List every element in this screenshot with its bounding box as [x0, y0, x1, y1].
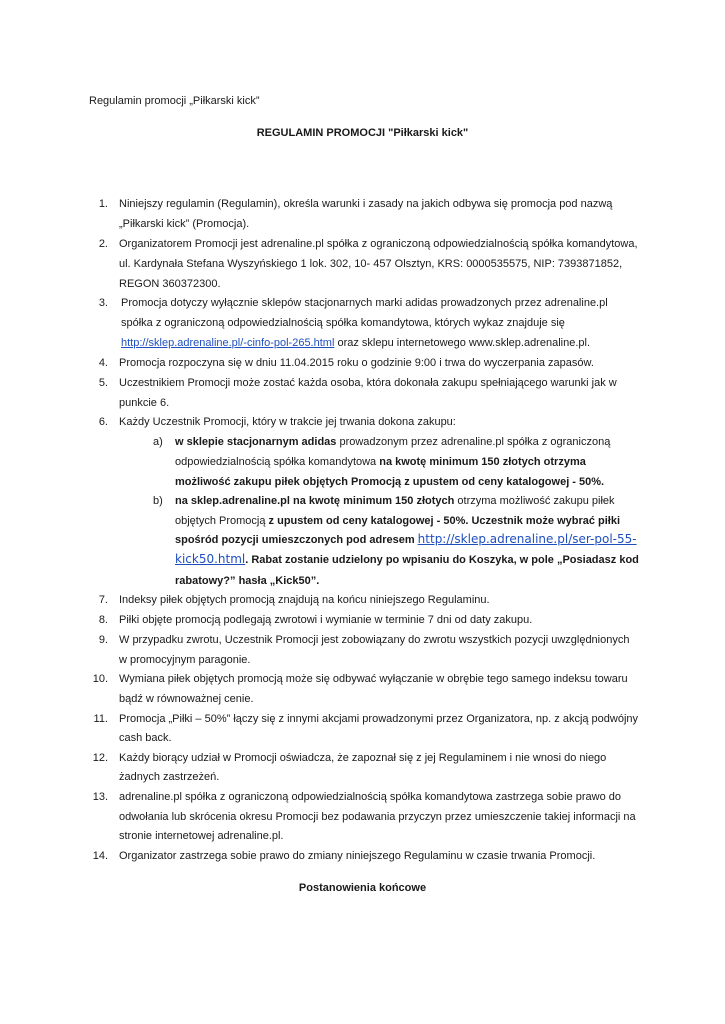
item-number: 6. — [98, 416, 108, 428]
item-text-line: Promocja dotyczy wyłącznie sklepów stacjonarnych marki adidas prowadzonych przez adrenaline.pl — [121, 297, 608, 309]
document-header: Regulamin promocji „Piłkarski kick” — [89, 95, 260, 107]
subitem-text-line: możliwość zakupu piłek objętych Promocją z upustem od ceny katalogowej - 50%. — [175, 476, 605, 488]
item-text-line: REGON 360372300. — [119, 278, 221, 290]
item-text-line: spółka z ograniczoną odpowiedzialnością spółka komandytowa, których wykaz znajduje się — [121, 317, 565, 329]
final-provisions-heading: Postanowienia końcowe — [298, 882, 427, 894]
item-text-line: adrenaline.pl spółka z ograniczoną odpowiedzialnością spółka komandytowa zastrzega sobie prawo do — [119, 791, 622, 803]
item-text-line: żadnych zastrzeżeń. — [119, 771, 220, 783]
subitem-text-line: na sklep.adrenaline.pl na kwotę minimum 150 złotych otrzyma możliwość zakupu piłek — [175, 495, 615, 507]
item-number: 10. — [92, 673, 108, 685]
shops-list-link[interactable]: http://sklep.adrenaline.pl/-cinfo-pol-265.html — [121, 337, 335, 349]
ball-catalog-link[interactable]: http://sklep.adrenaline.pl/ser-pol-55- — [417, 532, 637, 546]
subitem-label: b) — [153, 495, 163, 507]
item-text-line: ul. Kardynała Stefana Wyszyńskiego 1 lok. 302, 10- 457 Olsztyn, KRS: 0000535575, NIP: 7393871852, — [119, 258, 623, 270]
item-text-line: Niniejszy regulamin (Regulamin), określa warunki i zasady na jakich odbywa się promocja pod nazwą — [119, 198, 613, 210]
item-text-line: bądź w równoważnej cenie. — [119, 693, 254, 705]
subitem-label: a) — [153, 436, 163, 448]
item-text-line: Piłki objęte promocją podlegają zwrotowi i wymianie w terminie 7 dni od daty zakupu. — [119, 614, 533, 626]
item-text-line: Promocja „Piłki – 50%” łączy się z innymi akcjami prowadzonymi przez Organizatora, np. z akcją podwójny — [119, 713, 639, 725]
item-number: 12. — [92, 752, 108, 764]
subitem-text-line: kick50.html. Rabat zostanie udzielony po wpisaniu do Koszyka, w pole „Posiadasz kod — [175, 552, 639, 566]
item-text-line: punkcie 6. — [119, 397, 170, 409]
item-text-line: Organizatorem Promocji jest adrenaline.pl spółka z ograniczoną odpowiedzialnością spółka komandytowa, — [119, 238, 638, 250]
document-title: REGULAMIN PROMOCJI "Piłkarski kick" — [256, 127, 469, 139]
item-number: 1. — [98, 198, 108, 210]
item-number: 5. — [98, 377, 108, 389]
item-number: 4. — [98, 357, 108, 369]
item-text-line: Wymiana piłek objętych promocją może się odbywać wyłączanie w obrębie tego samego indeksu towaru — [119, 673, 628, 685]
item-text-line: odwołania lub skrócenia okresu Promocji bez podawania przyczyn przez umieszczenie takiej informacji na — [119, 811, 636, 823]
item-text-line — [121, 336, 590, 350]
item-text-line: w promocyjnym paragonie. — [119, 654, 251, 666]
item-number: 2. — [98, 238, 108, 250]
subitem-text-line: rabatowy?” hasła „Kick50”. — [175, 575, 320, 587]
item-text-line: Każdy Uczestnik Promocji, który w trakcie jej trwania dokona zakupu: — [119, 416, 456, 428]
item-text-line: Promocja rozpoczyna się w dniu 11.04.2015 roku o godzinie 9:00 i trwa do wyczerpania zapasów. — [119, 357, 594, 369]
item-number: 3. — [98, 297, 108, 309]
subitem-text-line: spośród pozycji umieszczonych pod adresem http://sklep.adrenaline.pl/ser-pol-55- — [175, 532, 637, 546]
item-text-line: Uczestnikiem Promocji może zostać każda osoba, która dokonała zakupu spełniającego warunki jak w — [119, 377, 617, 389]
item-text-line: Organizator zastrzega sobie prawo do zmiany niniejszego Regulaminu w czasie trwania Promocji. — [119, 850, 596, 862]
item-text-line: „Piłkarski kick” (Promocja). — [119, 218, 250, 230]
subitem-text-line: w sklepie stacjonarnym adidas prowadzonym przez adrenaline.pl spółka z ograniczoną — [175, 436, 611, 448]
item-number: 7. — [98, 594, 108, 606]
item-number: 13. — [92, 791, 108, 803]
item-text-line: W przypadku zwrotu, Uczestnik Promocji jest zobowiązany do zwrotu wszystkich pozycji uwzględnionych — [119, 634, 630, 646]
subitem-text-line: odpowiedzialnością spółka komandytowa na kwotę minimum 150 złotych otrzyma — [175, 456, 586, 468]
item-number: 14. — [92, 850, 108, 862]
subitem-text-line: objętych Promocją z upustem od ceny katalogowej - 50%. Uczestnik może wybrać piłki — [175, 515, 621, 527]
item-text-line: Każdy biorący udział w Promocji oświadcza, że zapoznał się z jej Regulaminem i nie wnosi do niego — [119, 752, 607, 764]
item-text-line: Indeksy piłek objętych promocją znajdują na końcu niniejszego Regulaminu. — [119, 594, 490, 606]
item-text-line: cash back. — [119, 732, 172, 744]
item-text-tail: oraz sklepu internetowego www.sklep.adrenaline.pl. — [334, 337, 590, 349]
ball-catalog-link-continued[interactable]: kick50.html — [175, 552, 246, 566]
item-number: 11. — [93, 713, 108, 725]
item-number: 9. — [98, 634, 108, 646]
item-text-line: stronie internetowej adrenaline.pl. — [119, 830, 284, 842]
item-number: 8. — [98, 614, 108, 626]
